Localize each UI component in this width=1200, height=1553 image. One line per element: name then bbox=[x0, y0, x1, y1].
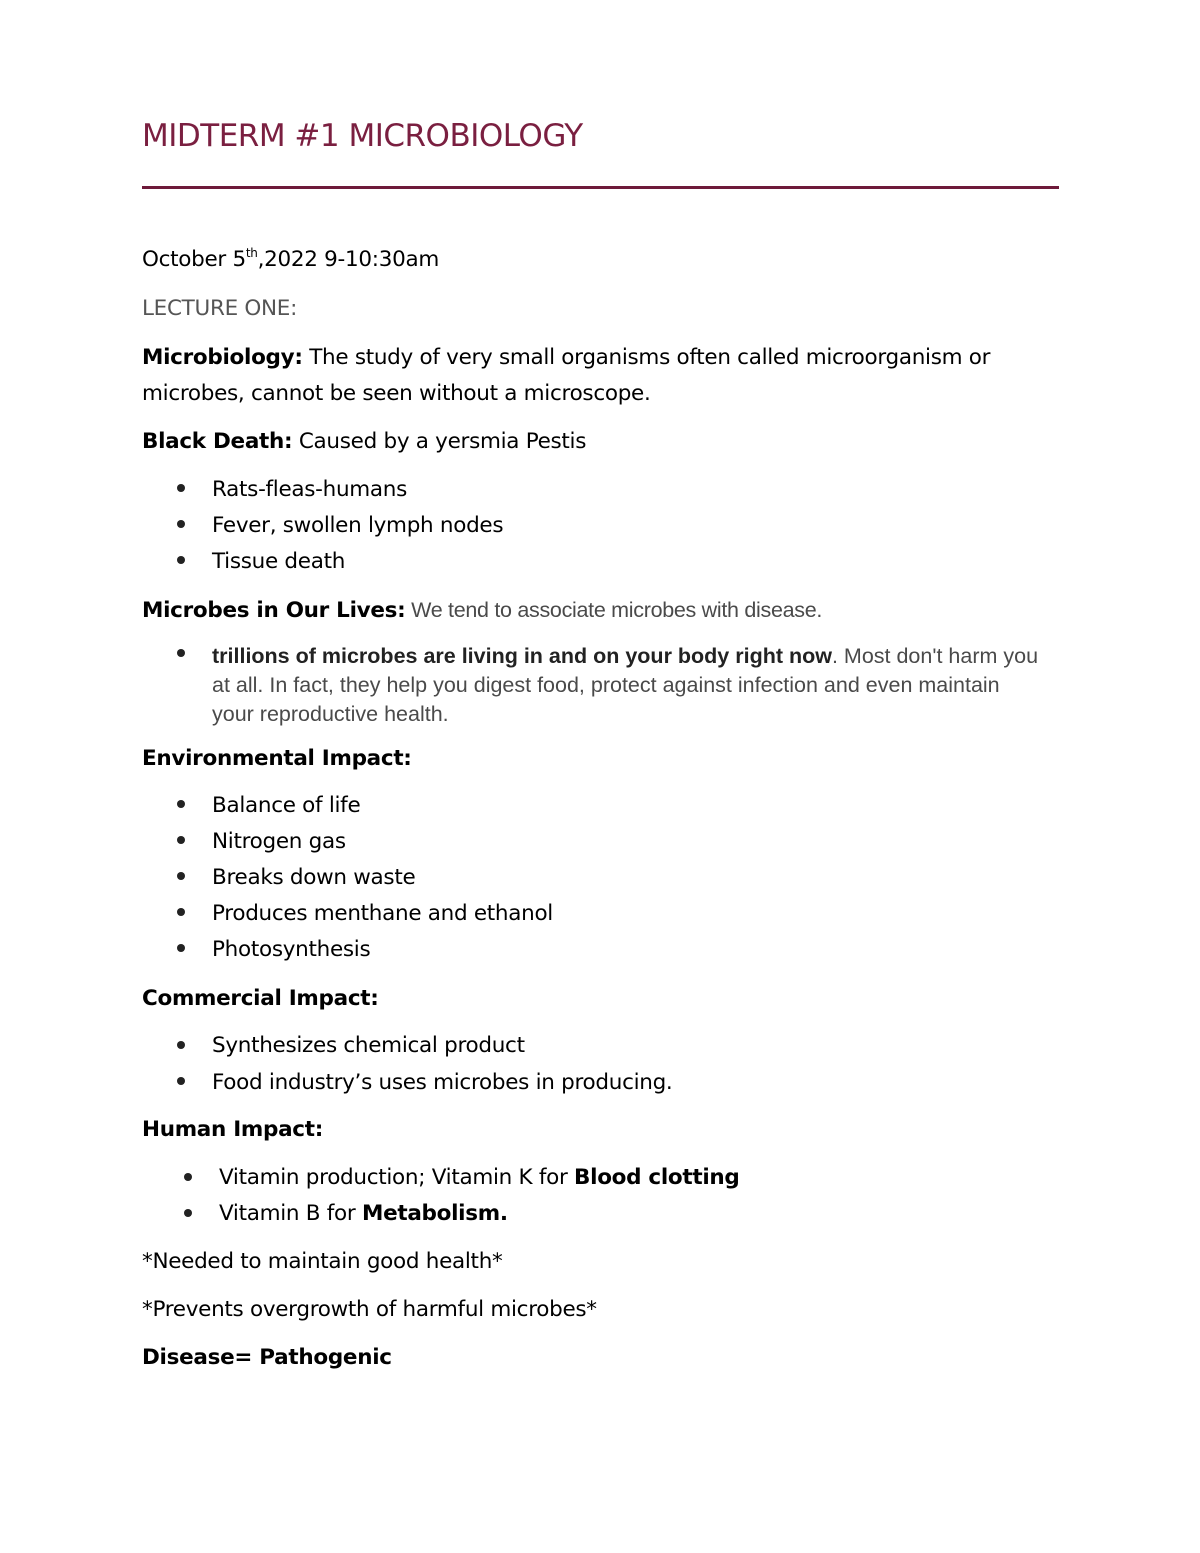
document-title: MIDTERM #1 MICROBIOLOGY bbox=[142, 118, 583, 154]
bullet-icon bbox=[177, 1077, 185, 1085]
date-ordinal: th bbox=[245, 246, 258, 260]
list-item-text: Vitamin production; Vitamin K for bbox=[219, 1165, 575, 1190]
list-item bbox=[219, 1201, 508, 1227]
bullet-icon bbox=[177, 872, 185, 880]
list-item: Tissue death bbox=[212, 549, 346, 574]
bullet-icon bbox=[177, 908, 185, 916]
microbiology-label: Microbiology: bbox=[142, 345, 303, 370]
paragraph-text: . Most don't harm you at all. In fact, they help you digest food, protect against infection and even maintain your reproductive health. bbox=[212, 644, 1039, 726]
bullet-icon bbox=[177, 649, 185, 657]
microbes-lives-text: We tend to associate microbes with disease. bbox=[405, 598, 823, 622]
title-divider bbox=[142, 186, 1059, 189]
microbiology-definition-cont: microbes, cannot be seen without a microscope. bbox=[142, 381, 651, 406]
list-item-bold: Metabolism. bbox=[361, 1201, 508, 1226]
bullet-icon bbox=[177, 484, 185, 492]
bullet-icon bbox=[177, 1041, 185, 1049]
bullet-icon bbox=[177, 556, 185, 564]
black-death-label: Black Death: bbox=[142, 429, 293, 454]
black-death-definition bbox=[142, 429, 586, 455]
black-death-text: Caused by a yersmia Pestis bbox=[292, 429, 587, 454]
note-prevents-overgrowth: *Prevents overgrowth of harmful microbes* bbox=[142, 1297, 597, 1322]
commercial-heading: Commercial Impact: bbox=[142, 986, 379, 1011]
list-item: Produces menthane and ethanol bbox=[212, 901, 553, 926]
bullet-icon bbox=[177, 836, 185, 844]
list-item: Balance of life bbox=[212, 793, 361, 818]
list-item: Synthesizes chemical product bbox=[212, 1033, 525, 1058]
date-day: October 5 bbox=[142, 247, 246, 272]
disease-definition: Disease= Pathogenic bbox=[142, 1345, 392, 1370]
list-item-bold: Blood clotting bbox=[574, 1165, 740, 1190]
list-item: Photosynthesis bbox=[212, 937, 371, 962]
environmental-heading: Environmental Impact: bbox=[142, 746, 412, 771]
date-time: ,2022 9-10:30am bbox=[257, 247, 439, 272]
note-good-health: *Needed to maintain good health* bbox=[142, 1249, 503, 1274]
list-item: Breaks down waste bbox=[212, 865, 416, 890]
list-item: Fever, swollen lymph nodes bbox=[212, 513, 504, 538]
bullet-icon bbox=[184, 1173, 192, 1181]
bullet-icon bbox=[177, 520, 185, 528]
list-item: Rats-fleas-humans bbox=[212, 477, 408, 502]
microbes-lives-label: Microbes in Our Lives: bbox=[142, 598, 406, 623]
list-item bbox=[219, 1165, 740, 1191]
bullet-icon bbox=[177, 800, 185, 808]
bullet-icon bbox=[184, 1209, 192, 1217]
microbiology-text: The study of very small organisms often called microorganism or bbox=[302, 345, 991, 370]
list-item: Nitrogen gas bbox=[212, 829, 346, 854]
lecture-heading: LECTURE ONE: bbox=[142, 296, 298, 321]
paragraph-bold: trillions of microbes are living in and on your body right now bbox=[212, 644, 832, 668]
lecture-date bbox=[142, 247, 439, 273]
list-item-paragraph bbox=[212, 642, 1042, 729]
bullet-icon bbox=[177, 944, 185, 952]
microbiology-definition bbox=[142, 345, 990, 371]
human-heading: Human Impact: bbox=[142, 1117, 324, 1142]
microbes-lives-heading bbox=[142, 597, 822, 624]
list-item-text: Vitamin B for bbox=[219, 1201, 362, 1226]
list-item: Food industry’s uses microbes in producing. bbox=[212, 1070, 673, 1095]
